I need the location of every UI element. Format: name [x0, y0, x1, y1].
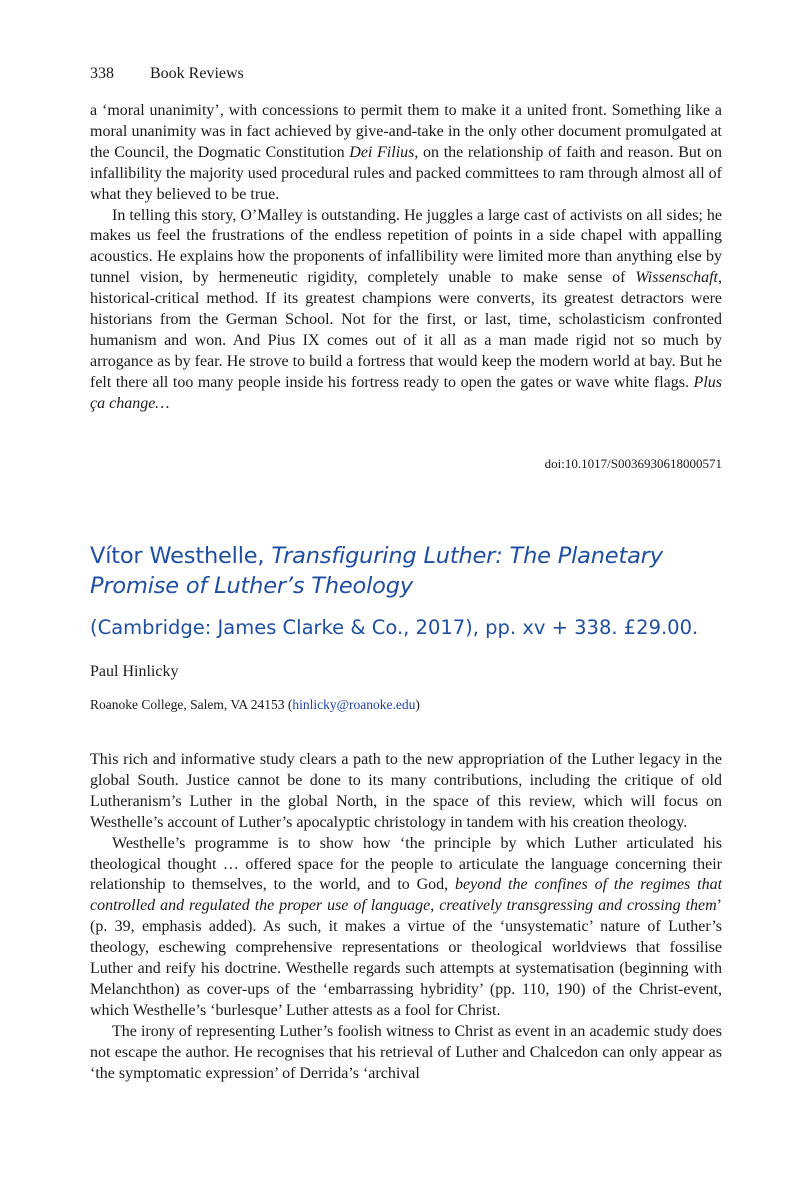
review-title [90, 541, 730, 601]
paragraph [90, 750, 722, 834]
italic-run: Wissenschaft [635, 269, 718, 287]
section-title: Book Reviews [150, 65, 244, 82]
doi: doi:10.1017/S0036930618000571 [544, 456, 722, 471]
text-run: a ‘moral unanimity’, with concessions to permit them to make it a united front. Something like a moral unanimity was in fact achieved by give-and-take in the only other document promulgated at the Council, the Dogmatic Constitution [90, 102, 722, 161]
review-body [90, 750, 722, 1085]
paragraph [90, 206, 722, 415]
italic-run: beyond the confines of the regimes that controlled and regulated the proper use of language, creatively transgressing and crossing them [90, 876, 723, 915]
text-run: This rich and informative study clears a path to the new appropriation of the Luther legacy in the global South. Justice cannot be done to its many contributions, including the critique of old Lutheranism’s Luther in the global North, in the space of this review, which will focus on Westhelle’s account of Luther’s apocalyptic christology in tandem with his creation theology. [90, 751, 722, 831]
book-author: Vítor Westhelle, [90, 543, 265, 569]
text-run: In telling this story, O’Malley is outstanding. He juggles a large cast of activists on all sides; he makes us feel the frustrations of the endless repetition of points in a side chapel with appalling acoustics. He explains how the proponents of infallibility were limited more than anything else by tunnel vision, by hermeneutic rigidity, completely unable to make sense of [90, 206, 722, 287]
publication-details: (Cambridge: James Clarke & Co., 2017), pp. xv + 338. £29.00. [90, 616, 699, 639]
book-title: Transfiguring Luther: The Planetary Promise of Luther’s Theology [90, 543, 663, 599]
email-link[interactable]: hinlicky@roanoke.edu [292, 697, 416, 712]
reviewer-affiliation [90, 696, 420, 714]
page-number: 338 [90, 65, 114, 82]
paragraph [90, 101, 722, 206]
paragraph [90, 1022, 722, 1085]
paragraph [90, 834, 722, 1022]
running-header [90, 64, 244, 84]
text-run: , historical-critical method. If its greatest champions were converts, its greatest detractors were historians from the German School. Not for the first, or last, time, scholasticism confronted humanism and won. And Pius IX comes out of it all as a man made rigid not so much by arrogance as by fear. He strove to build a fortress that would keep the modern world at bay. But he felt there all too many people inside his fortress ready to open the gates or wave white flags. [90, 269, 722, 391]
affiliation-text: Roanoke College, Salem, VA 24153 ( [90, 697, 293, 712]
previous-review-text [90, 101, 722, 415]
text-run: , on the relationship of faith and reason. But on infallibility the majority used procedural rules and packed committees to ram through almost all of what they believed to be true. [90, 143, 723, 203]
affiliation-close: ) [415, 697, 420, 712]
italic-run: Dei Filius [349, 143, 415, 161]
text-run: ’ (p. 39, emphasis added). As such, it makes a virtue of the ‘unsystematic’ nature of Luther’s theology, eschewing comprehensive representations or theological worldviews that fossilise Luther and reify his doctrine. Westhelle regards such attempts at systematisation (beginning with Melanchthon) as cover-ups of the ‘embarrassing hybridity’ (pp. 110, 190) of the Christ-event, which Westhelle’s ‘burlesque’ Luther attests as a fool for Christ. [90, 897, 722, 1019]
text-run: Westhelle’s programme is to show how ‘the principle by which Luther articulated his theological thought … offered space for the people to articulate the language concerning their relationship to themselves, to the world, and to God, [90, 834, 722, 894]
text-run: The irony of representing Luther’s foolish witness to Christ as event in an academic study does not escape the author. He recognises that his retrieval of Luther and Chalcedon can only appear as ‘the symptomatic expression’ of Derrida’s ‘archival [90, 1022, 722, 1082]
italic-run: Plus ça change… [90, 373, 722, 412]
reviewer-name: Paul Hinlicky [90, 663, 179, 680]
